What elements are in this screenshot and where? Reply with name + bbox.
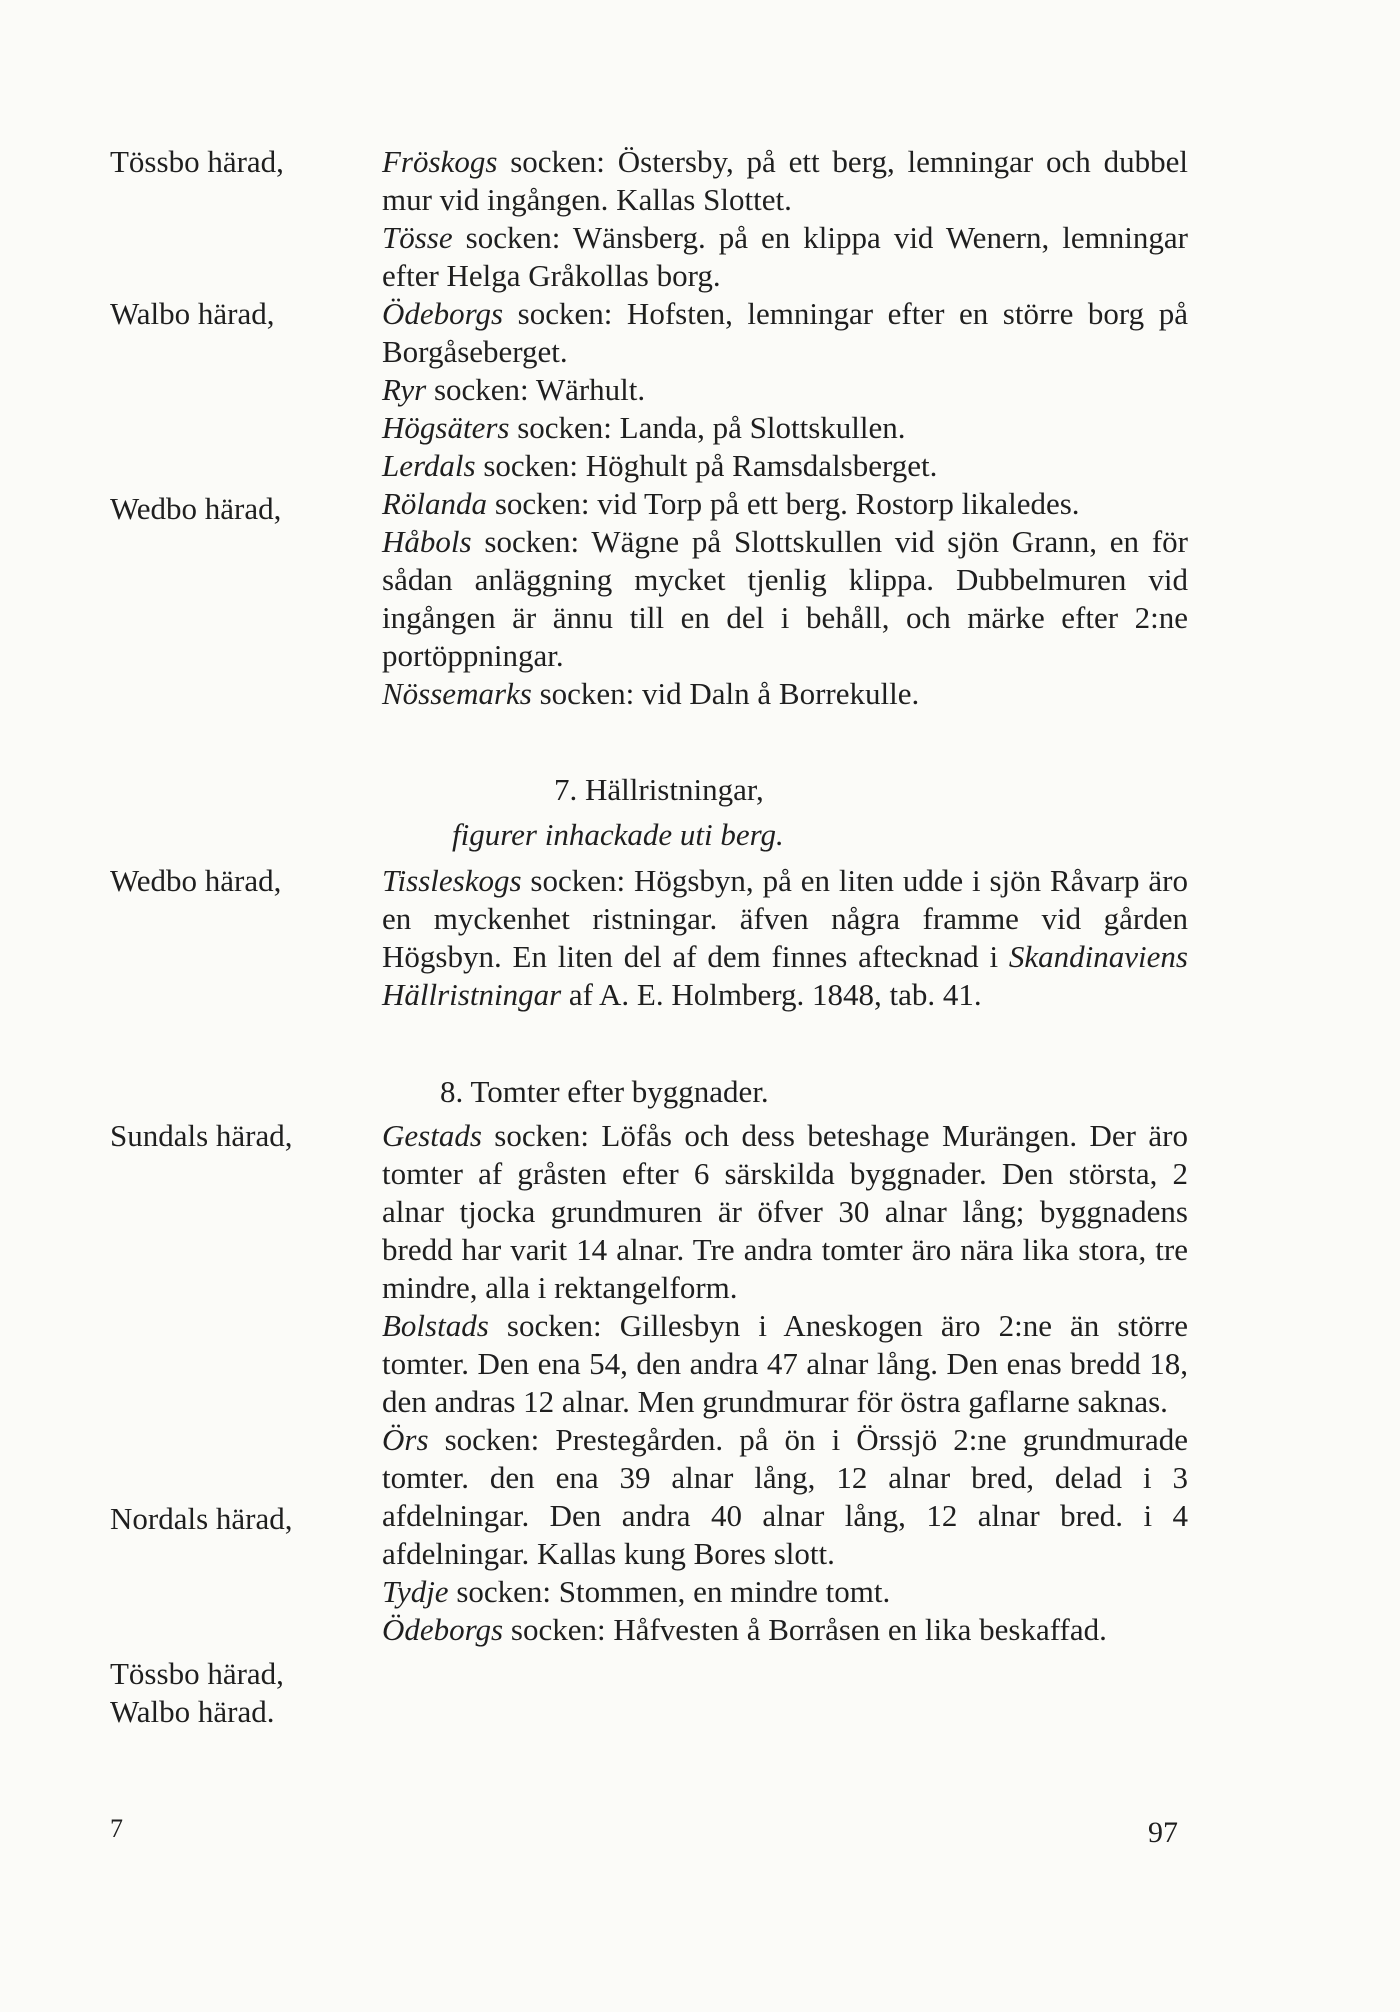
entry-text: af A. E. Holmberg. 1848, tab. 41. <box>561 977 982 1012</box>
side-label: Walbo härad. <box>110 1694 275 1729</box>
entry-text: socken: Högsbyn, på en liten udde i sjön Råvarp äro en myckenhet ristningar. äfven några framme vid gården Högsbyn. En liten del af dem finnes aftecknad i <box>382 863 1188 974</box>
entry <box>382 1117 1188 1307</box>
entry-text: socken: Löfås och dess beteshage Murängen. Der äro tomter af gråsten efter 6 särskilda byggnader. Den största, 2 alnar tjocka grundmuren är öfver 30 alnar lång; byggnadens bredd har varit 14 alnar. Tre andra tomter äro nära lika stora, tre mindre, alla i rektangelform. <box>382 1118 1188 1305</box>
entry <box>382 143 1188 219</box>
entry <box>382 371 1188 409</box>
side-label: Sundals härad, <box>110 1118 293 1153</box>
entry <box>382 523 1188 675</box>
section-foundations <box>382 1117 1188 1649</box>
entry-text: socken: Wägne på Slottskullen vid sjön Grann, en för sådan anläggning mycket tjenlig klippa. Dubbelmuren vid ingången är ännu till en del i behåll, och märke efter 2:ne portöppningar. <box>382 524 1188 673</box>
entry <box>382 409 1188 447</box>
entry-text: socken: Stommen, en mindre tomt. <box>448 1574 891 1609</box>
section-heading: 8. Tomter efter byggnader. <box>440 1074 769 1109</box>
side-label: Wedbo härad, <box>110 863 282 898</box>
parish-name: Bolstads <box>382 1308 489 1343</box>
side-label: Tössbo härad, <box>110 1656 284 1691</box>
book-title: Skandinaviens Hällristningar <box>382 939 1188 1012</box>
parish-name: Örs <box>382 1422 429 1457</box>
entry <box>382 862 1188 1014</box>
side-label: Nordals härad, <box>110 1501 293 1536</box>
parish-name: Håbols <box>382 524 472 559</box>
parish-name: Tissleskogs <box>382 863 522 898</box>
parish-name: Nössemarks <box>382 676 532 711</box>
entry <box>382 219 1188 295</box>
parish-name: Ödeborgs <box>382 296 504 331</box>
parish-name: Tydje <box>382 1574 449 1609</box>
entry-text: socken: Wänsberg. på en klippa vid Wenern, lemningar efter Helga Gråkollas borg. <box>382 220 1188 293</box>
entry <box>382 447 1188 485</box>
entry <box>382 675 1188 713</box>
entry <box>382 1573 1188 1611</box>
entry-text: socken: Landa, på Slottskullen. <box>509 410 906 445</box>
section-subheading: figurer inhackade uti berg. <box>452 817 784 852</box>
side-label: Walbo härad, <box>110 296 275 331</box>
entry <box>382 1611 1188 1649</box>
parish-name: Högsäters <box>382 410 510 445</box>
signature-mark: 7 <box>110 1814 123 1843</box>
parish-name: Rölanda <box>382 486 488 521</box>
side-label: Tössbo härad, <box>110 144 284 179</box>
entry-text: socken: Höghult på Ramsdalsberget. <box>475 448 938 483</box>
section-rock-carvings <box>382 862 1188 1014</box>
parish-name: Gestads <box>382 1118 482 1153</box>
entry-text: socken: vid Daln å Borrekulle. <box>531 676 920 711</box>
parish-name: Fröskogs <box>382 144 498 179</box>
entry <box>382 485 1188 523</box>
section-heading: 7. Hällristningar, <box>554 772 764 807</box>
parish-name: Ryr <box>382 372 427 407</box>
page-number: 97 <box>1148 1816 1178 1849</box>
entry-text: socken: Prestegården. på ön i Örssjö 2:ne grundmurade tomter. den ena 39 alnar lång, 12 alnar bred, delad i 3 afdelningar. Den andra 40 alnar lång, 12 alnar bred. i 4 afdelningar. Kallas kung Bores slott. <box>382 1422 1188 1571</box>
entry-text: socken: Hofsten, lemningar efter en större borg på Borgåseberget. <box>382 296 1188 369</box>
entry <box>382 1421 1188 1573</box>
section-castles <box>382 143 1188 713</box>
entry <box>382 1307 1188 1421</box>
parish-name: Lerdals <box>382 448 476 483</box>
entry-text: socken: Östersby, på ett berg, lemningar och dubbel mur vid ingången. Kallas Slottet. <box>382 144 1188 217</box>
side-label: Wedbo härad, <box>110 491 282 526</box>
entry-text: socken: vid Torp på ett berg. Rostorp likaledes. <box>487 486 1080 521</box>
entry-text: socken: Gillesbyn i Aneskogen äro 2:ne än större tomter. Den ena 54, den andra 47 alnar lång. Den enas bredd 18, den andras 12 alnar. Men grundmurar för östra gaflarne saknas. <box>382 1308 1188 1419</box>
entry-text: socken: Håfvesten å Borråsen en lika beskaffad. <box>503 1612 1107 1647</box>
entry <box>382 295 1188 371</box>
entry-text: socken: Wärhult. <box>426 372 646 407</box>
parish-name: Ödeborgs <box>382 1612 504 1647</box>
parish-name: Tösse <box>382 220 453 255</box>
